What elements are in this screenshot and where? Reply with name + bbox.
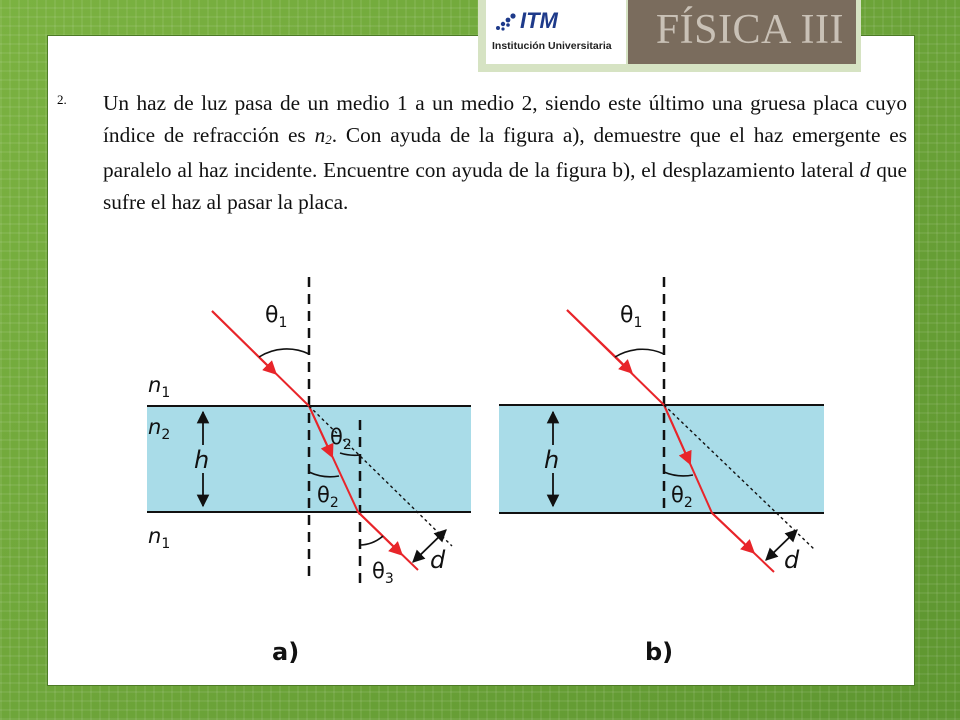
- h-label-b: h: [544, 446, 560, 474]
- problem-text-part3: que sufre el haz al pasar la placa.: [103, 158, 907, 214]
- problem-text-part1: Un haz de luz pasa de un medio 1 a un medio 2, siendo este último una gruesa placa cuyo índice de refracción es: [103, 91, 907, 147]
- theta1-label-b: $\theta_1$: [620, 303, 643, 331]
- theta2-lower-label-a: $\theta_2$: [317, 483, 339, 511]
- n2-symbol: $n_2$: [314, 122, 332, 147]
- figure-b: [499, 277, 824, 666]
- theta2-upper-label-a: $\theta_2$: [330, 425, 352, 453]
- n1-top-label-a: $n_1$: [148, 373, 171, 401]
- problem-text-part2: . Con ayuda de la figura a), demuestre que el haz emergente es paralelo al haz incidente. Encuentre con ayuda de la figura b), el desplazamiento lateral: [103, 122, 907, 182]
- h-label-a: h: [194, 446, 210, 474]
- theta1-label-a: $\theta_1$: [265, 303, 288, 331]
- logo-subtitle: Institución Universitaria: [492, 40, 612, 52]
- d-label-b: d: [784, 546, 800, 574]
- theta2-label-b: $\theta_2$: [671, 483, 693, 511]
- caption-a: a): [272, 638, 300, 666]
- figure-a: [147, 277, 471, 666]
- logo-mark: ITM: [520, 8, 558, 33]
- n2-label-a: $n_2$: [148, 415, 171, 443]
- caption-b: b): [645, 638, 674, 666]
- page-title: FÍSICA III: [655, 7, 844, 53]
- d-symbol: d: [859, 158, 871, 182]
- d-label-a: d: [430, 546, 446, 574]
- problem-number: 2.: [57, 92, 67, 107]
- n1-bottom-label-a: $n_1$: [148, 524, 171, 552]
- theta3-label-a: $\theta_3$: [372, 559, 394, 587]
